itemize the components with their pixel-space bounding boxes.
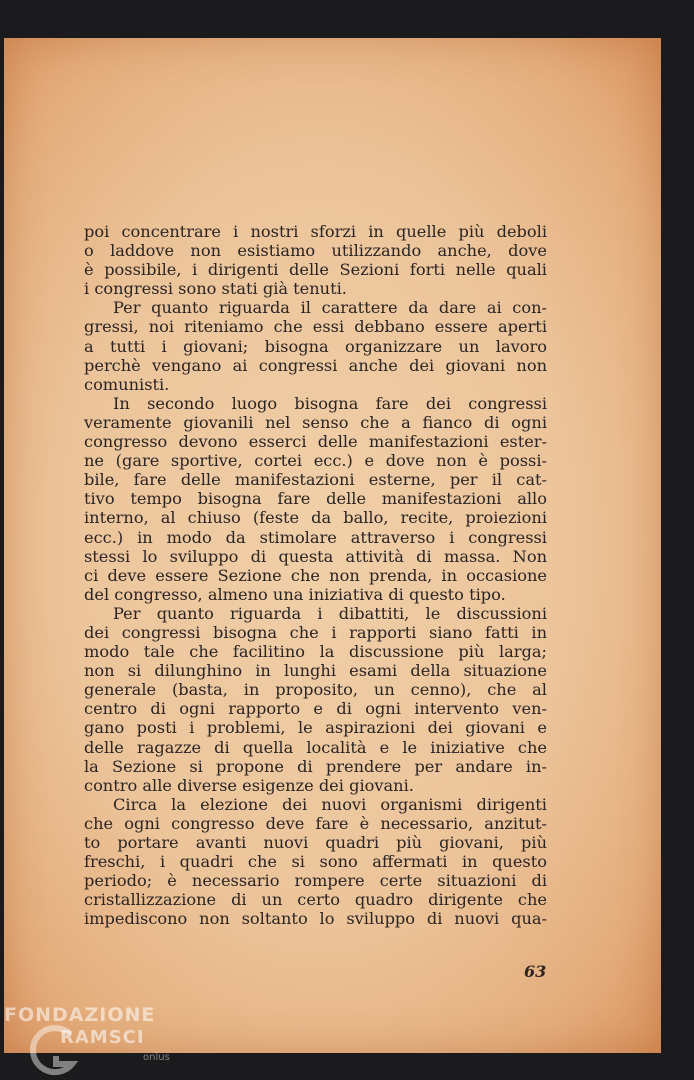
text-line: gressi, noi riteniamo che essi debbano essere aperti (84, 317, 547, 337)
paragraph (84, 394, 547, 604)
text-line: è possibile, i dirigenti delle Sezioni forti nelle quali (84, 260, 547, 280)
text-line: o laddove non esistiamo utilizzando anche, dove (84, 241, 547, 261)
text-line: congresso devono esserci delle manifestazioni ester- (84, 432, 547, 452)
text-line: dei congressi bisogna che i rapporti siano fatti in (84, 622, 547, 642)
text-line: che ogni congresso deve fare è necessario, anzitut- (84, 813, 547, 833)
text-line: ci deve essere Sezione che non prenda, in occasione (84, 565, 547, 585)
watermark-line-2: RAMSCI (60, 1027, 145, 1048)
text-line: comunisti. (84, 374, 170, 394)
text-line: la Sezione si propone di prendere per andare in- (84, 756, 547, 776)
text-line: Circa la elezione dei nuovi organismi dirigenti (113, 794, 547, 814)
watermark-line-3: onlus (143, 1052, 170, 1063)
text-line: del congresso, almeno una iniziativa di questo tipo. (84, 584, 506, 604)
page-number: 63 (524, 962, 547, 981)
paragraph (84, 298, 547, 393)
text-line: poi concentrare i nostri sforzi in quelle più deboli (84, 222, 547, 241)
body-text (84, 222, 547, 928)
text-line: freschi, i quadri che si sono affermati in questo (84, 852, 547, 872)
text-line: In secondo luogo bisogna fare dei congressi (113, 393, 547, 413)
paragraph (84, 795, 547, 929)
text-line: tivo tempo bisogna fare delle manifestazioni allo (84, 489, 547, 509)
text-line: Per quanto riguarda i dibattiti, le discussioni (113, 603, 547, 623)
text-line: centro di ogni rapporto e di ogni intervento ven- (84, 699, 547, 719)
paragraph (84, 604, 547, 795)
foundation-watermark (0, 1000, 200, 1080)
text-line: veramente giovanili nel senso che a fianco di ogni (84, 412, 547, 432)
book-page (4, 38, 661, 1053)
text-line: perchè vengano ai congressi anche dei giovani non (84, 355, 547, 375)
text-line: ecc.) in modo da stimolare attraverso i congressi (84, 527, 547, 547)
text-line: stessi lo sviluppo di questa attività di massa. Non (84, 546, 547, 566)
text-line: ne (gare sportive, cortei ecc.) e dove non è possi- (84, 451, 547, 471)
text-line: cristallizzazione di un certo quadro dirigente che (84, 890, 547, 910)
text-line: interno, al chiuso (feste da ballo, recite, proiezioni (84, 508, 547, 528)
watermark-line-1: FONDAZIONE (4, 1004, 156, 1026)
text-line: a tutti i giovani; bisogna organizzare un lavoro (84, 336, 547, 356)
text-line: generale (basta, in proposito, un cenno), che al (84, 680, 547, 700)
text-line: contro alle diverse esigenze dei giovani. (84, 775, 414, 795)
text-line: non si dilunghino in lunghi esami della situazione (84, 661, 547, 681)
text-line: i congressi sono stati già tenuti. (84, 279, 347, 299)
text-line: bile, fare delle manifestazioni esterne, per il cat- (84, 470, 547, 490)
text-line: Per quanto riguarda il carattere da dare ai con- (113, 298, 547, 318)
text-line: delle ragazze di quella località e le iniziative che (84, 737, 547, 757)
text-line: to portare avanti nuovi quadri più giovani, più (84, 833, 547, 852)
text-line: gano posti i problemi, le aspirazioni dei giovani e (84, 718, 547, 738)
text-line: impediscono non soltanto lo sviluppo di nuovi qua- (84, 909, 547, 929)
text-line: modo tale che facilitino la discussione più larga; (84, 642, 547, 662)
text-line: periodo; è necessario rompere certe situazioni di (84, 871, 547, 891)
paragraph (84, 222, 547, 298)
